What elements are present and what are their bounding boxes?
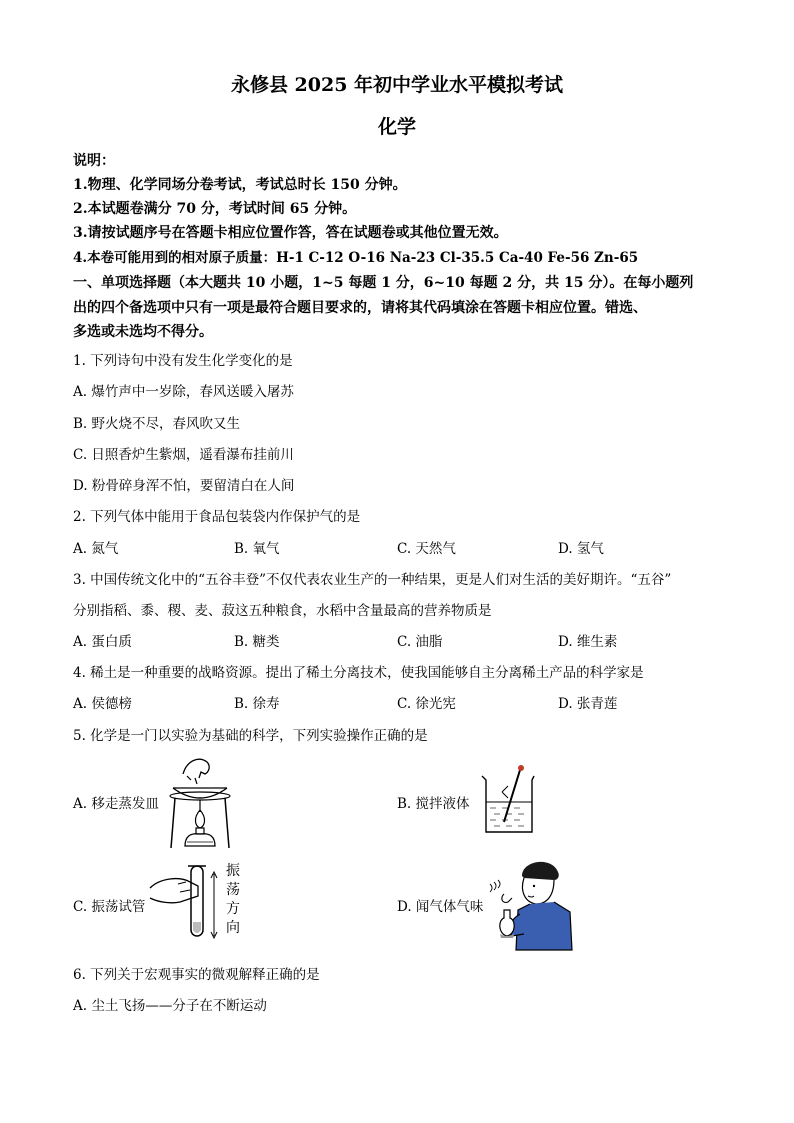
option-c: C. 徐光宪 bbox=[397, 696, 456, 712]
option-b: B. 糖类 bbox=[234, 634, 280, 650]
question-stem: 1. 下列诗句中没有发生化学变化的是 bbox=[73, 353, 293, 369]
option-b: B. 徐寿 bbox=[234, 696, 280, 712]
question-stem: 6. 下列关于宏观事实的微观解释正确的是 bbox=[73, 967, 320, 983]
question-stem: 4. 稀土是一种重要的战略资源。提出了稀土分离技术，使我国能够自主分离稀土产品的科学家是 bbox=[73, 665, 644, 681]
section-heading: 一、单项选择题（本大题共 10 小题，1~5 每题 1 分，6~10 每题 2 分，共 15 分）。在每小题列 bbox=[73, 275, 694, 291]
section-heading: 出的四个备选项中只有一项是最符合题目要求的，请将其代码填涂在答题卡相应位置。错选、 bbox=[73, 300, 647, 316]
question-stem: 分别指稻、黍、稷、麦、菽这五种粮食，水稻中含量最高的营养物质是 bbox=[73, 603, 492, 619]
option-c: C. 日照香炉生紫烟，遥看瀑布挂前川 bbox=[73, 447, 294, 463]
option-b: B. 搅拌液体 bbox=[397, 796, 470, 812]
smelling-gas-figure bbox=[488, 854, 584, 950]
option-a: A. 爆竹声中一岁除，春风送暖入屠苏 bbox=[73, 384, 294, 400]
option-d: D. 氢气 bbox=[558, 541, 604, 557]
subject-title: 化学 bbox=[377, 116, 416, 138]
option-a: A. 蛋白质 bbox=[73, 634, 132, 650]
evaporation-setup-figure bbox=[165, 752, 235, 852]
option-b: B. 氧气 bbox=[234, 541, 280, 557]
option-b: B. 野火烧不尽，春风吹又生 bbox=[73, 416, 241, 432]
option-d: D. 闻气体气味 bbox=[397, 899, 484, 915]
question-stem: 2. 下列气体中能用于食品包装袋内作保护气的是 bbox=[73, 509, 361, 525]
option-a: A. 尘土飞扬——分子在不断运动 bbox=[73, 998, 267, 1014]
option-a: A. 移走蒸发皿 bbox=[73, 796, 159, 812]
option-c: C. 油脂 bbox=[397, 634, 443, 650]
option-c: C. 振荡试管 bbox=[73, 899, 146, 915]
instruction-item: 4.本卷可能用到的相对原子质量：H-1 C-12 O-16 Na-23 Cl-35.5 Ca-40 Fe-56 Zn-65 bbox=[73, 250, 639, 266]
shake-direction-label: 振荡方向 bbox=[226, 863, 240, 936]
instructions-heading: 说明： bbox=[73, 153, 115, 169]
beaker-stirring-figure bbox=[480, 762, 550, 837]
option-d: D. 粉骨碎身浑不怕，要留清白在人间 bbox=[73, 478, 295, 494]
option-d: D. 维生素 bbox=[558, 634, 618, 650]
test-tube-shaking-figure bbox=[150, 862, 220, 944]
option-d: D. 张青莲 bbox=[558, 696, 618, 712]
option-a: A. 侯德榜 bbox=[73, 696, 132, 712]
option-c: C. 天然气 bbox=[397, 541, 456, 557]
section-heading: 多选或未选均不得分。 bbox=[73, 324, 213, 340]
instruction-item: 3.请按试题序号在答题卡相应位置作答，答在试题卷或其他位置无效。 bbox=[73, 225, 508, 241]
question-stem: 5. 化学是一门以实验为基础的科学，下列实验操作正确的是 bbox=[73, 728, 428, 744]
question-stem: 3. 中国传统文化中的“五谷丰登”不仅代表农业生产的一种结果，更是人们对生活的美好期许。“五谷” bbox=[73, 572, 672, 588]
instruction-item: 1.物理、化学同场分卷考试，考试总时长 150 分钟。 bbox=[73, 177, 407, 193]
exam-title: 永修县 2025 年初中学业水平模拟考试 bbox=[230, 74, 564, 96]
instruction-item: 2.本试题卷满分 70 分，考试时间 65 分钟。 bbox=[73, 201, 357, 217]
option-a: A. 氮气 bbox=[73, 541, 119, 557]
